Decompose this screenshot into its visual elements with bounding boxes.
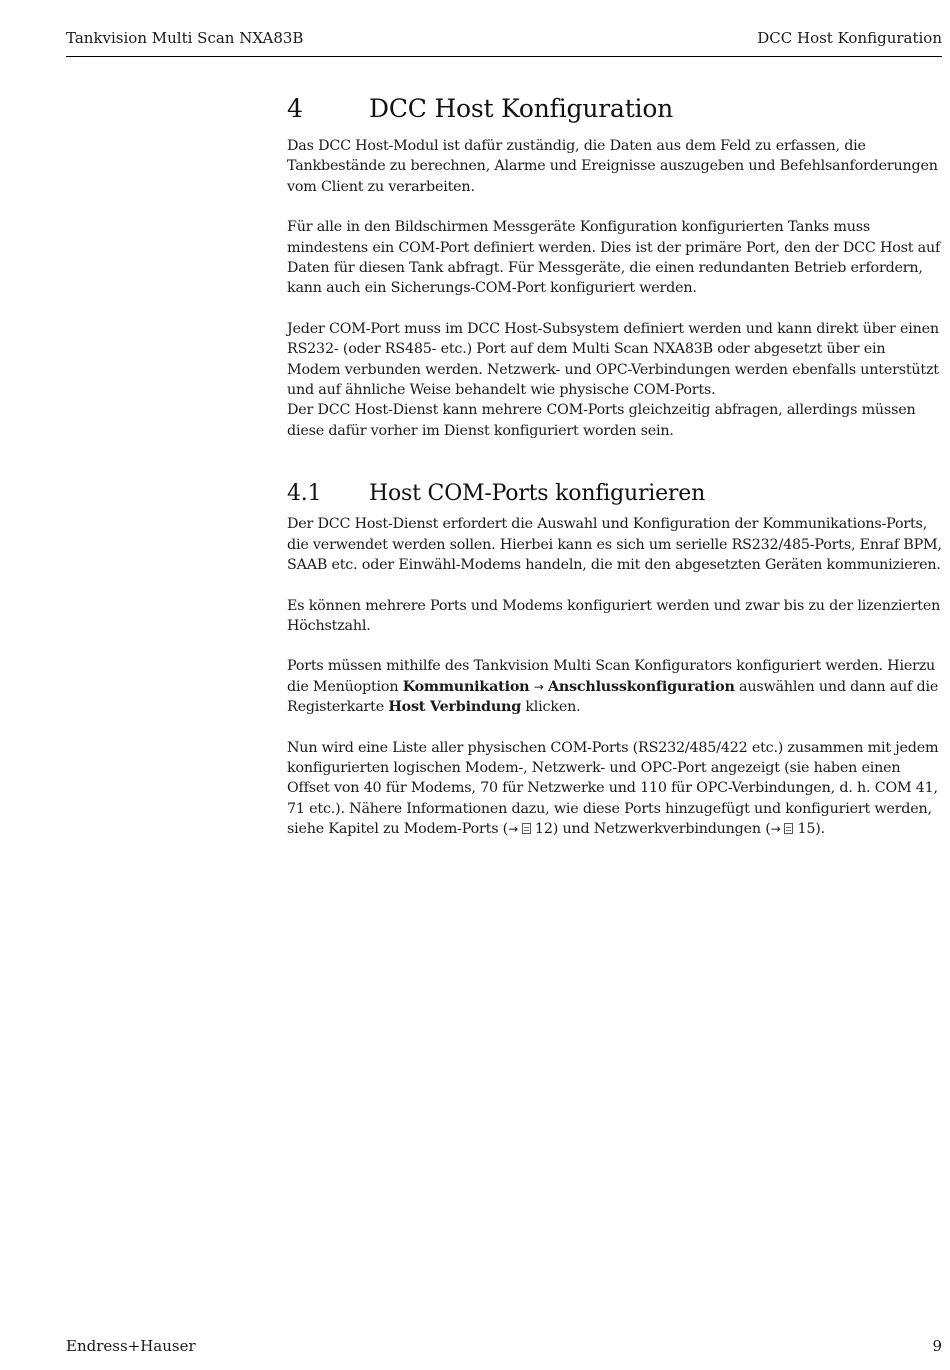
section-4-1-paragraph-2: Es können mehrere Ports und Modems konfiguriert werden und zwar bis zu der lizenzierten Höchstzahl. bbox=[287, 597, 941, 634]
section-4-title: DCC Host Konfiguration bbox=[369, 94, 674, 123]
footer-page-number: 9 bbox=[932, 1337, 942, 1355]
page-reference-icon bbox=[784, 823, 793, 834]
paragraph-text: Nun wird eine Liste aller physischen COM-Ports (RS232/485/422 etc.) zusammen mit jedem konfigurierten logischen Modem-, Netzwerk- und OPC-Port angezeigt (sie haben einen Offset von 40 für Modems, 70 für Netzwerke und 110 für OPC-Verbindungen, d. h. COM 41, 71 etc.). Nähere Informationen dazu, wie diese Ports hinzugefügt und konfiguriert werden, siehe Kapitel zu Modem-Ports ( bbox=[287, 739, 939, 838]
header-document-title: Tankvision Multi Scan NXA83B bbox=[66, 29, 304, 47]
section-4-heading bbox=[287, 90, 943, 128]
arrow-right-icon: → bbox=[533, 679, 544, 694]
menu-option-kommunikation: Kommunikation bbox=[402, 678, 530, 695]
section-4-paragraph-2: Für alle in den Bildschirmen Messgeräte Konfiguration konfigurierten Tanks muss mindestens ein COM-Port definiert werden. Dies ist der primäre Port, den der DCC Host auf Daten für diesen Tank abfragt. Für Messgeräte, die einen redundanten Betrieb erfordern, kann auch ein Sicherungs-COM-Port konfiguriert werden. bbox=[287, 219, 941, 297]
page-reference-icon bbox=[522, 823, 531, 834]
paragraph-text: auswählen und dann auf die Registerkarte bbox=[287, 678, 939, 716]
page-reference-network[interactable]: 15 bbox=[797, 821, 816, 838]
section-4-1-paragraph-4 bbox=[287, 738, 943, 840]
section-4-number: 4 bbox=[287, 94, 303, 123]
section-4-1-paragraph-1: Der DCC Host-Dienst erfordert die Auswahl und Konfiguration der Kommunikations-Ports, die verwendet werden sollen. Hierbei kann es sich um serielle RS232/485-Ports, Enraf BPM, SAAB etc. oder Einwähl-Modems handeln, die mit den abgesetzten Geräten kommunizieren. bbox=[287, 516, 942, 574]
page-reference-modem[interactable]: 12 bbox=[534, 821, 553, 838]
menu-option-anschlusskonfiguration: Anschlusskonfiguration bbox=[547, 678, 735, 695]
tab-name-host-verbindung: Host Verbindung bbox=[388, 699, 521, 716]
paragraph-text: Ports müssen mithilfe des Tankvision Multi Scan Konfigurators konfiguriert werden. Hierzu die Menüoption bbox=[287, 658, 936, 695]
header-chapter-title: DCC Host Konfiguration bbox=[757, 29, 942, 47]
footer-company: Endress+Hauser bbox=[66, 1337, 196, 1355]
section-4-1-number: 4.1 bbox=[287, 481, 322, 507]
paragraph-text: ). bbox=[815, 821, 826, 838]
section-4-1-paragraph-3 bbox=[287, 656, 943, 717]
paragraph-text: klicken. bbox=[521, 699, 581, 716]
page-content bbox=[287, 90, 943, 840]
arrow-right-icon: → bbox=[770, 822, 781, 837]
paragraph-text: ) und Netzwerkverbindungen ( bbox=[552, 821, 771, 838]
section-4-1-heading bbox=[287, 479, 943, 509]
section-4-paragraph-4: Der DCC Host-Dienst kann mehrere COM-Ports gleichzeitig abfragen, allerdings müssen diese dafür vorher im Dienst konfiguriert worden sein. bbox=[287, 402, 916, 439]
arrow-right-icon: → bbox=[508, 822, 518, 837]
section-4-1-title: Host COM-Ports konfigurieren bbox=[369, 481, 706, 507]
section-4-paragraph-3: Jeder COM-Port muss im DCC Host-Subsystem definiert werden und kann direkt über einen RS232- (oder RS485- etc.) Port auf dem Multi Scan NXA83B oder abgesetzt über ein Modem verbunden werden. Netzwerk- und OPC-Verbindungen werden ebenfalls unterstützt und auf ähnliche Weise behandelt wie physische COM-Ports. bbox=[287, 320, 939, 399]
section-4-paragraph-1: Das DCC Host-Modul ist dafür zuständig, die Daten aus dem Feld zu erfassen, die Tankbestände zu berechnen, Alarme und Ereignisse auszugeben und Befehlsanforderungen vom Client zu verarbeiten. bbox=[287, 138, 938, 195]
page-header bbox=[66, 28, 942, 57]
